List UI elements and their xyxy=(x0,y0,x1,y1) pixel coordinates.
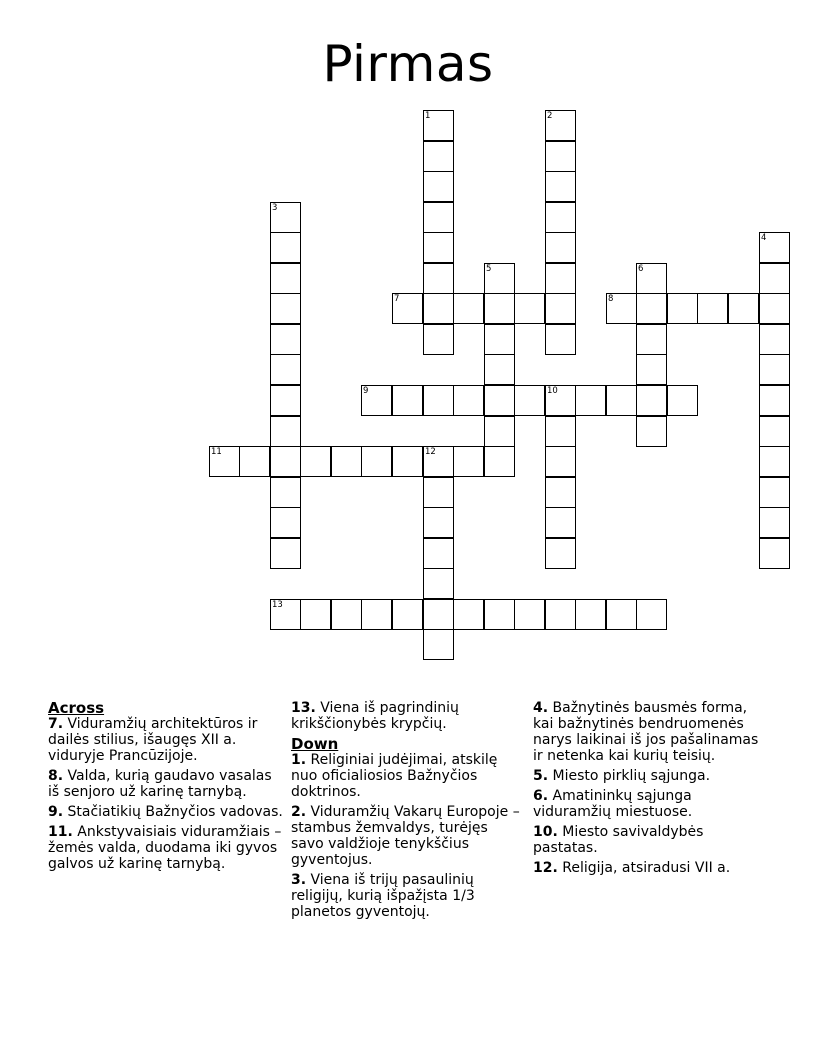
grid-cell[interactable] xyxy=(209,446,240,477)
clues-column-2 xyxy=(291,700,521,924)
clue-across-9: 9. Stačiatikių Bažnyčios vadovas. xyxy=(48,804,283,820)
grid-cell[interactable] xyxy=(270,477,301,508)
grid-cell[interactable] xyxy=(453,599,484,630)
clue-number: 13 xyxy=(272,600,283,610)
grid-cell[interactable] xyxy=(423,477,454,508)
clue-across-8: 8. Valda, kurią gaudavo vasalas iš senjoro už karinę tarnybą. xyxy=(48,768,272,800)
grid-cell[interactable] xyxy=(453,293,484,324)
grid-cell[interactable] xyxy=(423,232,454,263)
grid-cell[interactable] xyxy=(484,599,515,630)
grid-cell[interactable] xyxy=(545,385,576,416)
grid-cell[interactable] xyxy=(636,416,667,447)
clue-down-3: 3. Viena iš trijų pasaulinių religijų, kurią išpažįsta 1/3 planetos gyventojų. xyxy=(291,872,475,920)
clue-number: 10 xyxy=(547,386,558,396)
clue-down-5: 5. Miesto pirklių sąjunga. xyxy=(533,768,711,784)
grid-cell[interactable] xyxy=(759,446,790,477)
grid-cell[interactable] xyxy=(545,324,576,355)
grid-cell[interactable] xyxy=(423,446,454,477)
grid-cell[interactable] xyxy=(697,293,728,324)
grid-cell[interactable] xyxy=(606,293,637,324)
grid-cell[interactable] xyxy=(545,477,576,508)
grid-cell[interactable] xyxy=(545,202,576,233)
grid-cell[interactable] xyxy=(759,263,790,294)
grid-cell[interactable] xyxy=(759,538,790,569)
grid-cell[interactable] xyxy=(545,293,576,324)
grid-cell[interactable] xyxy=(545,507,576,538)
clue-number: 9 xyxy=(363,386,369,396)
grid-cell[interactable] xyxy=(636,599,667,630)
grid-cell[interactable] xyxy=(239,446,270,477)
grid-cell[interactable] xyxy=(270,263,301,294)
grid-cell[interactable] xyxy=(759,324,790,355)
grid-cell[interactable] xyxy=(392,385,423,416)
clue-number: 7 xyxy=(394,294,400,304)
grid-cell[interactable] xyxy=(423,324,454,355)
grid-cell[interactable] xyxy=(636,324,667,355)
grid-cell[interactable] xyxy=(361,385,392,416)
grid-cell[interactable] xyxy=(759,293,790,324)
grid-cell[interactable] xyxy=(392,293,423,324)
grid-cell[interactable] xyxy=(423,293,454,324)
grid-cell[interactable] xyxy=(270,354,301,385)
grid-cell[interactable] xyxy=(270,416,301,447)
grid-cell[interactable] xyxy=(575,599,606,630)
clue-down-10: 10. Miesto savivaldybės pastatas. xyxy=(533,824,704,856)
grid-cell[interactable] xyxy=(484,416,515,447)
grid-cell[interactable] xyxy=(545,232,576,263)
clue-number: 1 xyxy=(425,111,431,121)
puzzle-title: Pirmas xyxy=(322,35,494,93)
grid-cell[interactable] xyxy=(545,110,576,141)
across-heading: Across xyxy=(48,699,105,717)
grid-cell[interactable] xyxy=(545,599,576,630)
clue-number: 5 xyxy=(486,264,492,274)
clue-across-11: 11. Ankstyvaisiais viduramžiais – žemės valda, duodama iki gyvos galvos už karinę tarnybą. xyxy=(48,824,282,872)
grid-cell[interactable] xyxy=(423,385,454,416)
grid-cell[interactable] xyxy=(545,263,576,294)
grid-cell[interactable] xyxy=(270,599,301,630)
grid-cell[interactable] xyxy=(300,599,331,630)
grid-cell[interactable] xyxy=(423,507,454,538)
clue-down-12: 12. Religija, atsiradusi VII a. xyxy=(533,860,731,876)
grid-cell[interactable] xyxy=(575,385,606,416)
clue-number: 6 xyxy=(638,264,644,274)
grid-cell[interactable] xyxy=(484,263,515,294)
grid-cell[interactable] xyxy=(392,599,423,630)
grid-cell[interactable] xyxy=(453,385,484,416)
grid-cell[interactable] xyxy=(423,202,454,233)
grid-cell[interactable] xyxy=(606,385,637,416)
clue-number: 4 xyxy=(761,233,767,243)
grid-cell[interactable] xyxy=(484,293,515,324)
grid-cell[interactable] xyxy=(423,629,454,660)
grid-cell[interactable] xyxy=(667,385,698,416)
grid-cell[interactable] xyxy=(361,446,392,477)
grid-cell[interactable] xyxy=(331,446,362,477)
grid-cell[interactable] xyxy=(270,385,301,416)
grid-cell[interactable] xyxy=(484,354,515,385)
grid-cell[interactable] xyxy=(759,507,790,538)
clues-column-1 xyxy=(48,700,284,876)
grid-cell[interactable] xyxy=(423,538,454,569)
grid-cell[interactable] xyxy=(545,446,576,477)
grid-cell[interactable] xyxy=(606,599,637,630)
grid-cell[interactable] xyxy=(423,263,454,294)
grid-cell[interactable] xyxy=(270,293,301,324)
grid-cell[interactable] xyxy=(759,416,790,447)
grid-cell[interactable] xyxy=(270,202,301,233)
clue-number: 8 xyxy=(608,294,614,304)
grid-cell[interactable] xyxy=(361,599,392,630)
grid-cell[interactable] xyxy=(728,293,759,324)
clue-number: 2 xyxy=(547,111,553,121)
grid-cell[interactable] xyxy=(270,538,301,569)
grid-cell[interactable] xyxy=(270,232,301,263)
clue-down-2: 2. Viduramžių Vakarų Europoje – stambus žemvaldys, turėjęs savo valdžioje tenykščius gyventojus. xyxy=(291,804,520,868)
grid-cell[interactable] xyxy=(423,568,454,599)
down-heading: Down xyxy=(291,735,339,753)
grid-cell[interactable] xyxy=(759,354,790,385)
grid-cell[interactable] xyxy=(514,293,545,324)
grid-cell[interactable] xyxy=(423,110,454,141)
grid-cell[interactable] xyxy=(759,477,790,508)
clue-down-1: 1. Religiniai judėjimai, atskilę nuo oficialiosios Bažnyčios doktrinos. xyxy=(291,752,498,800)
grid-cell[interactable] xyxy=(270,324,301,355)
grid-cell[interactable] xyxy=(300,446,331,477)
clue-number: 3 xyxy=(272,203,278,213)
grid-cell[interactable] xyxy=(331,599,362,630)
grid-cell[interactable] xyxy=(636,263,667,294)
clues-column-3 xyxy=(533,700,769,880)
grid-cell[interactable] xyxy=(514,599,545,630)
clue-across-13: 13. Viena iš pagrindinių krikščionybės krypčių. xyxy=(291,700,459,732)
grid-cell[interactable] xyxy=(759,385,790,416)
grid-cell[interactable] xyxy=(392,446,423,477)
grid-cell[interactable] xyxy=(759,232,790,263)
grid-cell[interactable] xyxy=(636,385,667,416)
grid-cell[interactable] xyxy=(545,171,576,202)
grid-cell[interactable] xyxy=(423,171,454,202)
grid-cell[interactable] xyxy=(484,446,515,477)
grid-cell[interactable] xyxy=(545,141,576,172)
grid-cell[interactable] xyxy=(636,293,667,324)
grid-cell[interactable] xyxy=(545,538,576,569)
grid-cell[interactable] xyxy=(484,385,515,416)
grid-cell[interactable] xyxy=(514,385,545,416)
grid-cell[interactable] xyxy=(270,507,301,538)
clue-number: 12 xyxy=(425,447,436,457)
clue-across-7: 7. Viduramžių architektūros ir dailės stilius, išaugęs XII a. viduryje Prancūzijoje. xyxy=(48,716,258,764)
grid-cell[interactable] xyxy=(453,446,484,477)
clue-number: 11 xyxy=(211,447,222,457)
clue-down-4: 4. Bažnytinės bausmės forma, kai bažnytinės bendruomenės narys laikinai iš jos pašalinamas ir netenka kai kurių teisių. xyxy=(533,700,759,764)
grid-cell[interactable] xyxy=(667,293,698,324)
grid-cell[interactable] xyxy=(545,416,576,447)
grid-cell[interactable] xyxy=(423,141,454,172)
clue-down-6: 6. Amatininkų sąjunga viduramžių miestuose. xyxy=(533,788,693,820)
grid-cell[interactable] xyxy=(270,446,301,477)
grid-cell[interactable] xyxy=(636,354,667,385)
grid-cell[interactable] xyxy=(423,599,454,630)
grid-cell[interactable] xyxy=(484,324,515,355)
